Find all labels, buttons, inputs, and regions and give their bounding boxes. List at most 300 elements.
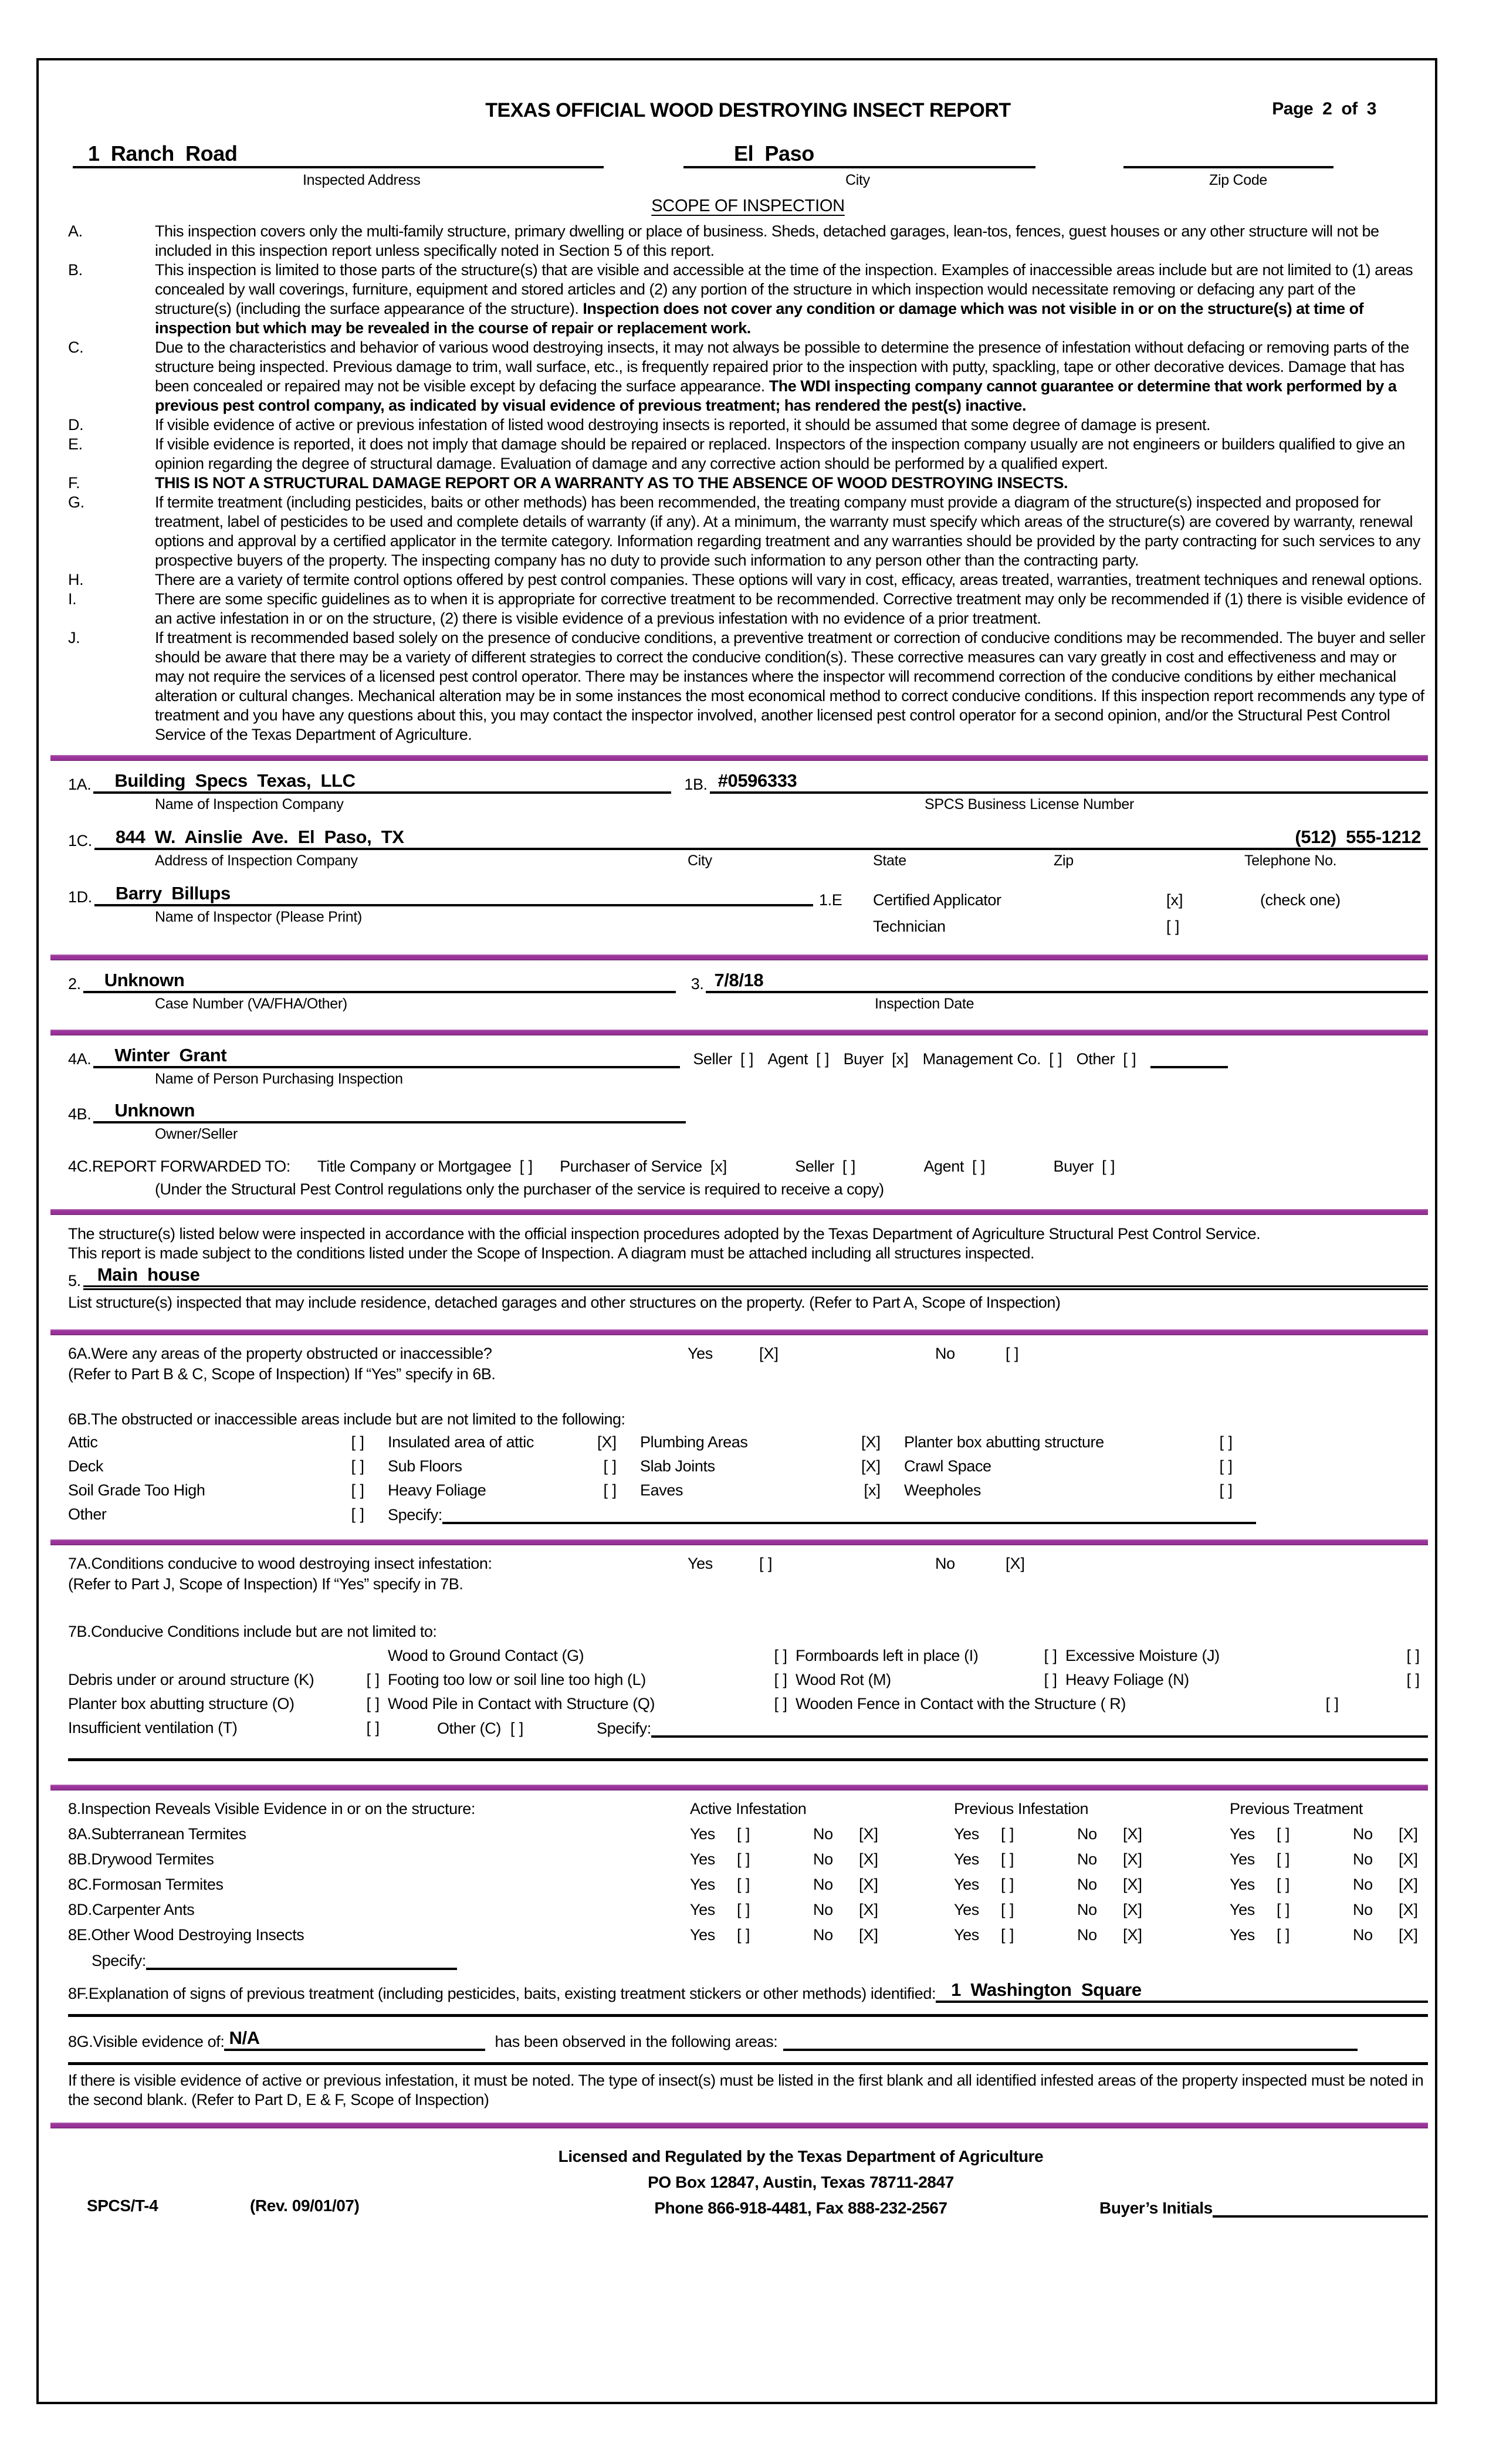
yes-label: Yes xyxy=(1230,1850,1255,1868)
column-header-previous-infestation: Previous Infestation xyxy=(954,1800,1089,1817)
active-8e-other-wood-destroying-insects-no-checkbox[interactable]: [X] xyxy=(859,1926,879,1944)
report-forwarded-options xyxy=(290,1157,1115,1176)
option-buyer xyxy=(844,1050,909,1068)
treatment-8b-drywood-termites-yes-checkbox[interactable]: [ ] xyxy=(1277,1850,1290,1868)
no-label: No xyxy=(1077,1850,1097,1868)
area-deck xyxy=(68,1457,388,1475)
address-labels xyxy=(68,172,1428,195)
owner-seller-field[interactable] xyxy=(93,1100,686,1123)
field-number-1c: 1C. xyxy=(68,832,92,849)
applicator-block xyxy=(813,883,1428,944)
checkbox-planter-box-abutting-structure[interactable]: [ ] xyxy=(1219,1433,1233,1451)
previous-8c-formosan-termites xyxy=(954,1876,1230,1894)
scope-item-f xyxy=(68,473,1428,493)
treatment-8d-carpenter-ants xyxy=(1230,1901,1428,1919)
checkbox-footing-too-low-or-soil-line-too-high-l[interactable]: [ ] xyxy=(774,1671,787,1688)
column-header-active-infestation: Active Infestation xyxy=(690,1800,807,1817)
yes-label: Yes xyxy=(1230,1926,1255,1944)
scope-text-segment: Due to the characteristics and behavior of various wood destroying insects, it may not always be possible to determine the presence of infestation without defacing or removing parts of the structure being inspected. Previous damage to trim, wall surface, etc., is frequently repaired prior to the inspection with putty, spackling, tape or other decorative devices. Damage that has been concealed or repaired may not be visible except by defacing the surface appearance. xyxy=(155,339,1409,395)
yes-label: Yes xyxy=(1230,1901,1255,1918)
row-8g xyxy=(68,2028,1428,2051)
insect-label-8d-carpenter-ants: 8D.Carpenter Ants xyxy=(68,1901,195,1918)
no-label: No xyxy=(813,1825,833,1843)
condition-label: Planter box abutting structure (O) xyxy=(68,1695,295,1712)
area-insulated-area-of-attic xyxy=(388,1433,640,1451)
city-field[interactable] xyxy=(683,141,1035,168)
no-label: No xyxy=(813,1876,833,1893)
yes-label: Yes xyxy=(954,1926,979,1944)
scope-item-c xyxy=(68,338,1428,415)
specify-8e-label: Specify: xyxy=(92,1952,146,1969)
inspected-address-field[interactable] xyxy=(73,141,604,168)
scope-item-d xyxy=(68,415,1428,435)
row-4a-labels xyxy=(68,1071,1428,1094)
checkbox-eaves[interactable]: [x] xyxy=(864,1481,881,1499)
checkbox-wood-rot-m[interactable]: [ ] xyxy=(1044,1671,1057,1688)
scope-item-text xyxy=(155,590,1428,628)
scope-item-text xyxy=(155,570,1428,590)
scope-text-segment: If visible evidence is reported, it does not imply that damage should be repaired or replaced. Inspectors of the inspection company usually are not engineers or builders qualified to give an opinion regarding the degree of structural damage. Evaluation of damage and any corrective action should be performed by a qualified expert. xyxy=(155,435,1405,472)
checkbox-agent[interactable]: [ ] xyxy=(972,1157,986,1175)
inspected-address-label: Inspected Address xyxy=(303,172,421,188)
case-number-label: Case Number (VA/FHA/Other) xyxy=(155,996,347,1012)
column-header-previous-treatment: Previous Treatment xyxy=(1230,1800,1363,1817)
conducive-conditions-grid xyxy=(68,1647,1428,1738)
section5-intro-line2: This report is made subject to the conditions listed under the Scope of Inspection. A diagram must be attached including all structures inspected. xyxy=(68,1244,1034,1262)
checkbox-wood-pile-in-contact-with-structure-q[interactable]: [ ] xyxy=(774,1695,787,1712)
treatment-8a-subterranean-termites-yes-checkbox[interactable]: [ ] xyxy=(1277,1825,1290,1843)
inspection-date-field[interactable] xyxy=(706,970,1428,993)
label-7a-yes: Yes xyxy=(688,1555,713,1572)
license-number-value: #0596333 xyxy=(717,770,797,791)
inspection-company-label: Name of Inspection Company xyxy=(155,796,344,813)
scope-item-b xyxy=(68,260,1428,338)
option-seller xyxy=(795,1157,855,1176)
checkbox-heavy-foliage[interactable]: [ ] xyxy=(603,1481,617,1499)
condition-label: Wood Pile in Contact with Structure (Q) xyxy=(388,1695,655,1712)
scope-item-letter: B. xyxy=(68,261,83,279)
report-forwarded-note: (Under the Structural Pest Control regulations only the purchaser of the service is required to receive a copy) xyxy=(155,1180,884,1198)
label-6a-no: No xyxy=(935,1345,955,1362)
form-code: SPCS/T-4 xyxy=(87,2196,158,2215)
no-label: No xyxy=(813,1850,833,1868)
area-label: Sub Floors xyxy=(388,1457,462,1475)
specify-8e-field[interactable] xyxy=(146,1951,457,1970)
area-planter-box-abutting-structure xyxy=(904,1433,1256,1451)
scope-item-text xyxy=(155,260,1428,338)
condition-label: Other (C) xyxy=(437,1720,501,1737)
scope-text-segment: This inspection is limited to those parts of the structure(s) that are visible and accessible at the time of the inspection. Examples of inaccessible areas include but are not limited to (1) areas concealed by wall coverings, furniture, equipment and stored articles and (2) any portion of the structure in which inspection would necessitate removing or defacing any part of the structure(s) (including the surface appearance of the structure). xyxy=(155,261,1413,317)
technician-checkbox[interactable]: [ ] xyxy=(1166,918,1180,935)
scope-item-letter: D. xyxy=(68,416,84,434)
scope-text-segment: This inspection covers only the multi-family structure, primary dwelling or place of business. Sheds, detached garages, lean-tos, fences, guest houses or any other structure will not be included in this inspection report unless specifically noted in Section 5 of this report. xyxy=(155,222,1379,259)
structures-field[interactable] xyxy=(83,1264,1428,1290)
agency-line1: Licensed and Regulated by the Texas Department of Agriculture xyxy=(558,2147,1044,2165)
checkbox-other[interactable]: [ ] xyxy=(351,1505,364,1523)
section5-note: List structure(s) inspected that may include residence, detached garages and other structures on the property. (Refer to Part A, Scope of Inspection) xyxy=(68,1294,1061,1311)
condition-excessive-moisture-j xyxy=(1065,1647,1428,1665)
area-attic xyxy=(68,1433,388,1451)
scope-item-text xyxy=(155,435,1428,473)
company-state-label: State xyxy=(873,852,906,869)
area-eaves xyxy=(640,1481,904,1500)
checkbox-purchaser-of-service[interactable]: [x] xyxy=(710,1157,727,1175)
previous-8d-carpenter-ants xyxy=(954,1901,1230,1919)
certified-applicator-checkbox[interactable]: [x] xyxy=(1166,891,1183,909)
checkbox-management-co[interactable]: [ ] xyxy=(1049,1050,1062,1068)
active-8b-drywood-termites xyxy=(690,1850,954,1869)
area-label: Weepholes xyxy=(904,1481,981,1499)
active-8b-drywood-termites-no-checkbox[interactable]: [X] xyxy=(859,1850,879,1868)
inspection-company-field[interactable] xyxy=(93,770,671,794)
zip-field[interactable] xyxy=(1123,141,1333,168)
active-8e-other-wood-destroying-insects-yes-checkbox[interactable]: [ ] xyxy=(737,1926,750,1944)
no-label: No xyxy=(813,1901,833,1918)
no-label: No xyxy=(813,1926,833,1944)
inspected-address-value: 1 Ranch Road xyxy=(88,141,238,165)
area-heavy-foliage xyxy=(388,1481,640,1500)
previous-8d-carpenter-ants-no-checkbox[interactable]: [X] xyxy=(1123,1901,1143,1918)
scope-text-segment: If treatment is recommended based solely on the presence of conducive conditions, a preventive treatment or correction of conducive conditions may be recommended. The buyer and seller should be aware that there may be a variety of different strategies to correct the conducive condition(s). These corrective measures can vary greatly in cost and effectiveness and may or may not require the services of a licensed pest control operator. There may be instances where the inspector will recommend correction of the conducive conditions by either mechanical alteration or cultural changes. Mechanical alteration may be in some instances the most economical method to correct conducive conditions. If this inspection report recommends any type of treatment and you have any questions about this, you may contact the inspector involved, another licensed pest control operator for a second opinion, and/or the Structural Pest Control Service of the Texas Department of Agriculture. xyxy=(155,629,1426,743)
scope-text-segment: If termite treatment (including pesticides, baits or other methods) has been recommended, the treating company must provide a diagram of the structure(s) inspected and proposed for treatment, label of pesticides to be used and complete details of warranty (if any). At a minimum, the warranty must specify which areas of the structure(s) are covered by warranty, renewal options and approval by a certified applicator in the termite category. Information regarding treatment and any warranties should be provided by the party contracting for such services to any prospective buyers of the property. The inspecting company has no duty to provide such information to any person other than the contracting party. xyxy=(155,493,1420,569)
treatment-8d-carpenter-ants-no-checkbox[interactable]: [X] xyxy=(1399,1901,1419,1918)
scope-item-j xyxy=(68,628,1428,744)
section-separator xyxy=(50,1030,1428,1035)
treatment-8b-drywood-termites-no-checkbox[interactable]: [X] xyxy=(1399,1850,1419,1868)
checkbox-agent[interactable]: [ ] xyxy=(816,1050,830,1068)
checkbox-other[interactable]: [ ] xyxy=(1123,1050,1136,1068)
area-label: Plumbing Areas xyxy=(640,1433,748,1451)
field-number-1d: 1D. xyxy=(68,888,92,906)
treatment-8e-other-wood-destroying-insects-yes-checkbox[interactable]: [ ] xyxy=(1277,1926,1290,1944)
checkbox-7a-yes[interactable]: [ ] xyxy=(759,1555,773,1572)
section-separator xyxy=(50,1785,1428,1791)
scope-item-letter: A. xyxy=(68,222,83,240)
field-number-1b: 1B. xyxy=(684,776,708,793)
company-address-field[interactable] xyxy=(94,827,1428,850)
condition-wood-to-ground-contact-g xyxy=(388,1647,796,1665)
company-city-label: City xyxy=(688,852,712,869)
previous-8b-drywood-termites xyxy=(954,1850,1230,1869)
condition-empty xyxy=(68,1647,388,1665)
structures-value: Main house xyxy=(97,1264,200,1285)
checkbox-title-company-or-mortgagee[interactable]: [ ] xyxy=(519,1157,533,1175)
area-label: Eaves xyxy=(640,1481,683,1499)
checkbox-debris-under-or-around-structure-k[interactable]: [ ] xyxy=(366,1671,380,1688)
previous-8c-formosan-termites-no-checkbox[interactable]: [X] xyxy=(1123,1876,1143,1893)
area-label: Slab Joints xyxy=(640,1457,715,1475)
treatment-8c-formosan-termites-no-checkbox[interactable]: [X] xyxy=(1399,1876,1419,1893)
purchaser-role-options xyxy=(680,1050,1428,1068)
specify-7b-label: Specify: xyxy=(597,1720,651,1737)
active-8e-other-wood-destroying-insects xyxy=(690,1926,954,1944)
checkbox-planter-box-abutting-structure-o[interactable]: [ ] xyxy=(366,1695,380,1712)
previous-8e-other-wood-destroying-insects xyxy=(954,1926,1230,1944)
label-6a-yes: Yes xyxy=(688,1345,713,1362)
no-label: No xyxy=(1353,1901,1373,1918)
area-plumbing-areas xyxy=(640,1433,904,1451)
question-6a: 6A.Were any areas of the property obstructed or inaccessible? xyxy=(68,1345,492,1362)
previous-8a-subterranean-termites-yes-checkbox[interactable]: [ ] xyxy=(1001,1825,1014,1843)
checkbox-6a-no[interactable]: [ ] xyxy=(1006,1345,1019,1362)
treatment-8a-subterranean-termites-no-checkbox[interactable]: [X] xyxy=(1399,1825,1419,1843)
yes-label: Yes xyxy=(954,1876,979,1893)
zip-code-label: Zip Code xyxy=(1209,172,1268,188)
previous-8b-drywood-termites-yes-checkbox[interactable]: [ ] xyxy=(1001,1850,1014,1868)
option-agent xyxy=(923,1157,985,1176)
visible-evidence-field[interactable] xyxy=(224,2028,485,2051)
scope-text-segment: If visible evidence of active or previous infestation of listed wood destroying insects is reported, it should be assumed that some degree of damage is present. xyxy=(155,416,1211,434)
checkbox-heavy-foliage-n[interactable]: [ ] xyxy=(1406,1671,1420,1688)
checkbox-soil-grade-too-high[interactable]: [ ] xyxy=(351,1481,364,1499)
active-8a-subterranean-termites-yes-checkbox[interactable]: [ ] xyxy=(737,1825,750,1843)
yes-label: Yes xyxy=(954,1901,979,1918)
label-8g-areas: has been observed in the following areas: xyxy=(495,2033,778,2050)
option-purchaser-of-service xyxy=(560,1157,727,1176)
row-1a-1b xyxy=(68,770,1428,794)
condition-heavy-foliage-n xyxy=(1065,1671,1428,1689)
area-slab-joints xyxy=(640,1457,904,1475)
yes-label: Yes xyxy=(690,1901,715,1918)
row-4b xyxy=(68,1100,1428,1123)
checkbox-buyer[interactable]: [x] xyxy=(892,1050,909,1068)
checkbox-formboards-left-in-place-i[interactable]: [ ] xyxy=(1044,1647,1057,1664)
previous-8c-formosan-termites-yes-checkbox[interactable]: [ ] xyxy=(1001,1876,1014,1893)
scope-item-text xyxy=(155,415,1428,435)
no-label: No xyxy=(1353,1850,1373,1868)
treatment-8b-drywood-termites xyxy=(1230,1850,1428,1869)
inspector-name-field[interactable] xyxy=(94,883,813,906)
city-value: El Paso xyxy=(734,141,814,165)
area-label: Insulated area of attic xyxy=(388,1433,534,1451)
scope-item-e xyxy=(68,435,1428,473)
ref-7a: (Refer to Part J, Scope of Inspection) If “Yes” specify in 7B. xyxy=(68,1575,463,1593)
condition-label: Excessive Moisture (J) xyxy=(1065,1647,1220,1664)
scope-item-text xyxy=(155,628,1428,744)
spacer xyxy=(819,918,873,936)
treatment-8e-other-wood-destroying-insects xyxy=(1230,1926,1428,1944)
purchaser-name-value: Winter Grant xyxy=(114,1045,227,1065)
scope-item-letter: E. xyxy=(68,435,83,453)
option-management-co xyxy=(923,1050,1062,1068)
telephone-value: (512) 555-1212 xyxy=(1295,827,1421,847)
checkbox-seller[interactable]: [ ] xyxy=(740,1050,754,1068)
section-separator xyxy=(50,755,1428,761)
option-label: Seller xyxy=(693,1050,732,1068)
case-number-field[interactable] xyxy=(83,970,676,993)
checkbox-wood-to-ground-contact-g[interactable]: [ ] xyxy=(774,1647,787,1664)
active-8a-subterranean-termites-no-checkbox[interactable]: [X] xyxy=(859,1825,879,1843)
other-specify-7b-row xyxy=(388,1719,1428,1738)
treatment-identified-value: 1 Washington Square xyxy=(951,1979,1142,2000)
scope-item-letter: J. xyxy=(68,629,80,647)
case-number-value: Unknown xyxy=(104,970,185,990)
purchaser-name-field[interactable] xyxy=(93,1045,680,1068)
no-label: No xyxy=(1077,1926,1097,1944)
section-separator xyxy=(50,1329,1428,1335)
scope-item-text xyxy=(155,493,1428,570)
yes-label: Yes xyxy=(690,1926,715,1944)
treatment-8e-other-wood-destroying-insects-no-checkbox[interactable]: [X] xyxy=(1399,1926,1419,1944)
company-address-label: Address of Inspection Company xyxy=(155,852,358,869)
certified-applicator-label: Certified Applicator xyxy=(873,891,1001,909)
area-other xyxy=(68,1505,388,1524)
technician-label: Technician xyxy=(873,918,946,935)
scope-text-segment: There are some specific guidelines as to when it is appropriate for corrective treatment to be recommended. Corrective treatment may only be recommended if (1) there is visible evidence of an active infestation in or on the structure, (2) there is visible evidence of a previous infestation with no evidence of a prior treatment. xyxy=(155,590,1425,627)
section-separator xyxy=(50,2123,1428,2128)
condition-label: Debris under or around structure (K) xyxy=(68,1671,314,1688)
field-number-3: 3. xyxy=(691,975,704,993)
license-number-field[interactable] xyxy=(710,770,1428,794)
row-1c xyxy=(68,827,1428,850)
specify-6b-field[interactable] xyxy=(442,1505,1256,1524)
page-indicator: Page 2 of 3 xyxy=(1272,99,1376,119)
option-label: Buyer xyxy=(1053,1157,1094,1175)
previous-8b-drywood-termites-no-checkbox[interactable]: [X] xyxy=(1123,1850,1143,1868)
yes-label: Yes xyxy=(690,1850,715,1868)
scope-text-segment: There are a variety of termite control options offered by pest control companies. These options will vary in cost, efficacy, areas treated, warranties, treatment techniques and renewal options. xyxy=(155,571,1423,588)
form-sheet xyxy=(36,58,1437,2404)
active-8d-carpenter-ants-no-checkbox[interactable]: [X] xyxy=(859,1901,879,1918)
field-number-4b: 4B. xyxy=(68,1105,92,1123)
condition-label: Insufficient ventilation (T) xyxy=(68,1719,238,1737)
checkbox-buyer[interactable]: [ ] xyxy=(1102,1157,1115,1175)
active-8c-formosan-termites-yes-checkbox[interactable]: [ ] xyxy=(737,1876,750,1893)
section5-intro-line1: The structure(s) listed below were inspected in accordance with the official inspection procedures adopted by the Texas Department of Agriculture Structural Pest Control Service. xyxy=(68,1225,1261,1243)
condition-formboards-left-in-place-i xyxy=(796,1647,1065,1665)
checkbox-other-c[interactable]: [ ] xyxy=(510,1720,524,1737)
option-label: Buyer xyxy=(843,1050,884,1068)
buyers-initials-field[interactable] xyxy=(1213,2198,1428,2218)
observed-areas-field[interactable] xyxy=(783,2031,1358,2051)
row-8f xyxy=(68,1979,1428,2003)
treatment-8c-formosan-termites-yes-checkbox[interactable]: [ ] xyxy=(1277,1876,1290,1893)
insect-label-8a-subterranean-termites: 8A.Subterranean Termites xyxy=(68,1825,246,1843)
option-seller xyxy=(693,1050,753,1068)
previous-8a-subterranean-termites-no-checkbox[interactable]: [X] xyxy=(1123,1825,1143,1843)
continuation-line[interactable] xyxy=(68,1741,1428,1761)
section-separator xyxy=(50,1539,1428,1545)
condition-label: Formboards left in place (I) xyxy=(796,1647,979,1664)
option-label: Seller xyxy=(795,1157,834,1175)
checkbox-slab-joints[interactable]: [X] xyxy=(861,1457,881,1475)
treatment-8a-subterranean-termites xyxy=(1230,1825,1428,1843)
visible-evidence-grid xyxy=(68,1800,1428,1944)
inspector-name-value: Barry Billups xyxy=(115,883,231,903)
yes-label: Yes xyxy=(690,1876,715,1893)
scope-item-i xyxy=(68,590,1428,628)
previous-8e-other-wood-destroying-insects-no-checkbox[interactable]: [X] xyxy=(1123,1926,1143,1944)
area-sub-floors xyxy=(388,1457,640,1475)
option-other xyxy=(1077,1050,1136,1068)
row-1a-1b-labels xyxy=(68,796,1428,820)
footer xyxy=(68,2144,1428,2221)
checkbox-7a-no[interactable]: [X] xyxy=(1006,1555,1025,1572)
scope-text-segment: Inspection does not cover any condition or damage which was not visible in or on the structure(s) at time of inspection but which may be revealed in the course of repair or replacement work. xyxy=(155,300,1364,337)
scope-item-h xyxy=(68,570,1428,590)
condition-label: Wood to Ground Contact (G) xyxy=(388,1647,584,1664)
treatment-8c-formosan-termites xyxy=(1230,1876,1428,1894)
specify-6b-label: Specify: xyxy=(388,1506,442,1524)
checkbox-6a-yes[interactable]: [X] xyxy=(759,1345,779,1362)
checkbox-crawl-space[interactable]: [ ] xyxy=(1219,1457,1233,1475)
option-title-company-or-mortgagee xyxy=(317,1157,533,1176)
row-4a xyxy=(68,1045,1428,1068)
checkbox-attic[interactable]: [ ] xyxy=(351,1433,364,1451)
scope-item-text xyxy=(155,473,1428,493)
license-number-label: SPCS Business License Number xyxy=(925,796,1135,813)
no-label: No xyxy=(1353,1876,1373,1893)
condition-label: Heavy Foliage (N) xyxy=(1065,1671,1189,1688)
checkbox-deck[interactable]: [ ] xyxy=(351,1457,364,1475)
scope-item-text xyxy=(155,222,1428,260)
treatment-identified-field[interactable] xyxy=(936,1979,1428,2003)
insect-label-8b-drywood-termites: 8B.Drywood Termites xyxy=(68,1850,214,1868)
blank-line-8f[interactable] xyxy=(68,2011,1428,2017)
checkbox-seller[interactable]: [ ] xyxy=(842,1157,856,1175)
area-soil-grade-too-high xyxy=(68,1481,388,1500)
condition-wood-pile-in-contact-with-structure-q xyxy=(388,1695,796,1713)
treatment-8d-carpenter-ants-yes-checkbox[interactable]: [ ] xyxy=(1277,1901,1290,1918)
row-2-3 xyxy=(68,970,1428,993)
condition-label: Footing too low or soil line too high (L) xyxy=(388,1671,646,1688)
checkbox-plumbing-areas[interactable]: [X] xyxy=(861,1433,881,1451)
specify-7b-field[interactable] xyxy=(651,1719,1428,1738)
active-8b-drywood-termites-yes-checkbox[interactable]: [ ] xyxy=(737,1850,750,1868)
heading-7b: 7B.Conducive Conditions include but are not limited to: xyxy=(68,1623,437,1640)
field-number-5: 5. xyxy=(68,1272,81,1289)
condition-footing-too-low-or-soil-line-too-high-l xyxy=(388,1671,796,1689)
checkbox-excessive-moisture-j[interactable]: [ ] xyxy=(1406,1647,1420,1664)
area-label: Crawl Space xyxy=(904,1457,991,1475)
condition-label: Wood Rot (M) xyxy=(796,1671,891,1688)
option-label: Other xyxy=(1076,1050,1115,1068)
yes-label: Yes xyxy=(1230,1876,1255,1893)
checkbox-weepholes[interactable]: [ ] xyxy=(1219,1481,1233,1499)
form-revision: (Rev. 09/01/07) xyxy=(250,2196,360,2215)
no-label: No xyxy=(1077,1901,1097,1918)
scope-item-a xyxy=(68,222,1428,260)
blank-line-8g[interactable] xyxy=(68,2059,1428,2065)
checkbox-insufficient-ventilation-t[interactable]: [ ] xyxy=(366,1719,380,1737)
insect-label-8c-formosan-termites: 8C.Formosan Termites xyxy=(68,1876,224,1893)
active-8c-formosan-termites-no-checkbox[interactable]: [X] xyxy=(859,1876,879,1893)
insect-label-8e-other-wood-destroying-insects: 8E.Other Wood Destroying Insects xyxy=(68,1926,304,1944)
other-specify-field[interactable] xyxy=(1150,1051,1228,1068)
checkbox-sub-floors[interactable]: [ ] xyxy=(603,1457,617,1475)
row-6a xyxy=(68,1345,1428,1363)
area-crawl-space xyxy=(904,1457,1256,1475)
previous-8e-other-wood-destroying-insects-yes-checkbox[interactable]: [ ] xyxy=(1001,1926,1014,1944)
check-one-label: (check one) xyxy=(1260,891,1341,909)
agency-line3: Phone 866-918-4481, Fax 888-232-2567 xyxy=(654,2199,947,2217)
row-8e-specify xyxy=(68,1951,1428,1970)
condition-insufficient-ventilation-t xyxy=(68,1719,388,1738)
purchaser-name-label: Name of Person Purchasing Inspection xyxy=(155,1071,403,1087)
report-forwarded-label: 4C.REPORT FORWARDED TO: xyxy=(68,1157,290,1175)
section8-note: If there is visible evidence of active or previous infestation, it must be noted. The type of insect(s) must be listed in the first blank and all identified infested areas of the property inspected must be noted in the second blank. (Refer to Part D, E & F, Scope of Inspection) xyxy=(68,2072,1424,2108)
question-7a: 7A.Conditions conducive to wood destroying insect infestation: xyxy=(68,1555,492,1572)
checkbox-wooden-fence-in-contact-with-the-structure-r[interactable]: [ ] xyxy=(1325,1695,1339,1712)
active-8d-carpenter-ants-yes-checkbox[interactable]: [ ] xyxy=(737,1901,750,1918)
previous-8d-carpenter-ants-yes-checkbox[interactable]: [ ] xyxy=(1001,1901,1014,1918)
condition-label: Wooden Fence in Contact with the Structure ( R) xyxy=(796,1695,1126,1712)
scope-list xyxy=(68,222,1428,744)
no-label: No xyxy=(1353,1926,1373,1944)
area-label: Planter box abutting structure xyxy=(904,1433,1104,1451)
inspection-date-label: Inspection Date xyxy=(875,996,974,1012)
checkbox-insulated-area-of-attic[interactable]: [X] xyxy=(597,1433,617,1451)
